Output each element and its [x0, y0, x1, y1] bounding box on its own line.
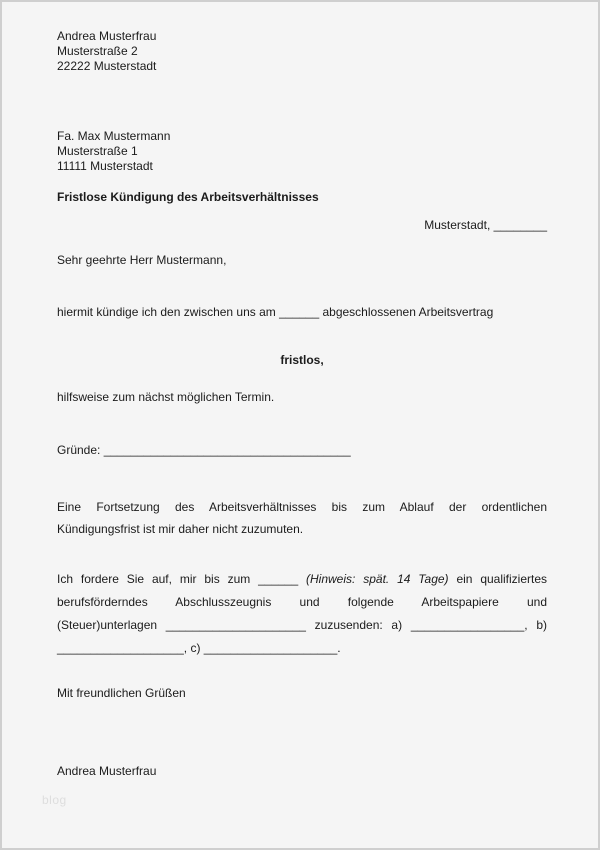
- reasons-line: Gründe: _____________________________________: [57, 443, 351, 457]
- sender-street: Musterstraße 2: [57, 44, 138, 58]
- sender-address-block: [57, 29, 156, 74]
- recipient-name: Fa. Max Mustermann: [57, 129, 171, 143]
- subject-line: Fristlose Kündigung des Arbeitsverhältnisses: [57, 190, 319, 204]
- sender-city: 22222 Musterstadt: [57, 59, 157, 73]
- request-line-1: [57, 568, 547, 591]
- emphasis-fristlos: fristlos,: [280, 353, 324, 367]
- signature-name: Andrea Musterfrau: [57, 764, 157, 778]
- continuation-paragraph: [57, 496, 547, 540]
- continuation-line-2: Kündigungsfrist ist mir daher nicht zuzumuten.: [57, 522, 304, 536]
- blog-watermark: blog: [42, 793, 67, 807]
- sender-name: Andrea Musterfrau: [57, 29, 157, 43]
- salutation: Sehr geehrte Herr Mustermann,: [57, 253, 227, 267]
- request-line-2: berufsförderndes Abschlusszeugnis und folgende Arbeitspapiere und: [57, 595, 547, 609]
- recipient-street: Musterstraße 1: [57, 144, 138, 158]
- request-paragraph: [57, 568, 547, 660]
- request-line-4: ___________________, c) ____________________.: [57, 641, 341, 655]
- body-paragraph-2: hilfsweise zum nächst möglichen Termin.: [57, 390, 275, 404]
- closing-formula: Mit freundlichen Grüßen: [57, 686, 186, 700]
- request-line-1-suffix: ein qualifiziertes: [456, 572, 548, 586]
- request-line-3: (Steuer)unterlagen _____________________ zuzusenden: a) _________________, b): [57, 618, 547, 632]
- date-line: Musterstadt, ________: [424, 218, 547, 232]
- recipient-city: 11111 Musterstadt: [57, 159, 153, 173]
- body-paragraph-1: hiermit kündige ich den zwischen uns am ______ abgeschlossenen Arbeitsvertrag: [57, 305, 494, 319]
- continuation-line-1: Eine Fortsetzung des Arbeitsverhältnisses bis zum Ablauf der ordentlichen: [57, 500, 547, 514]
- request-line-1-hint: (Hinweis: spät. 14 Tage): [306, 572, 449, 586]
- recipient-address-block: [57, 129, 170, 174]
- request-line-1-prefix: Ich fordere Sie auf, mir bis zum ______: [57, 572, 299, 586]
